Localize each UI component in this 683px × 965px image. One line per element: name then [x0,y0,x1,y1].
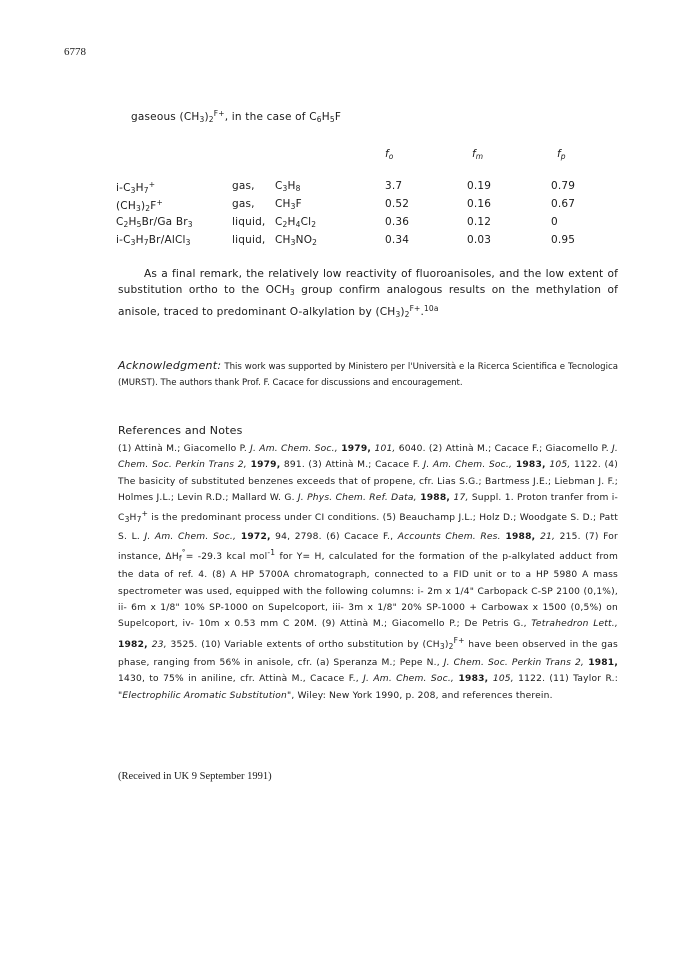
table-cell-reagent: $(CH_3)_2F^+$ [116,198,163,213]
table-cell-fo: 3.7 [385,180,403,192]
table-cell-fp: 0 [551,216,558,228]
table-cell-phase: gas, [232,198,255,210]
table-cell-fp: 0.67 [551,198,576,210]
column-header-fp: $f_p$ [557,148,566,161]
references-list: (1) Attinà M.; Giacomello P. J. Am. Chem. Soc., 1979, 101, 6040. (2) Attinà M.; Cacace F.; Giacomello P. J. Chem. Soc. Perkin Trans 2, 1979, 891. (3) Attinà M.; Cacace F. J. Am. Chem. Soc., 1983, 105, 1122. (4) The basicity of substituted benzenes exceeds that of propene, cfr. Lias S.G.; Bartmess J.E.; Liebman J. F.; Holmes J.L.; Levin R.D.; Mallard W. G. J. Phys. Chem. Ref. Data, 1988, 17, Suppl. 1. Proton tranfer from $i-C_3H_7^+$ is the predominant process under CI conditions. (5) Beauchamp J.L.; Holz D.; Woodgate S. D.; Patt S. L. J. Am. Chem. Soc., 1972, 94, 2798. (6) Cacace F., Accounts Chem. Res. 1988, 21, 215. (7) For instance, $\Delta H_f^\circ= -29.3$ kcal mol$^{-1}$ for Y= H, calculated for the formation of the p-alkylated adduct from the data of ref. 4. (8) A HP 5700A chromatograph, connected to a FID unit or to a HP 5980 A mass spectrometer was used, equipped with the following columns: i- 2m x 1/4" Carbopack C-SP 2100 (0,1%), ii- 6m x 1/8" 10% SP-1000 on Supelcoport, iii- 3m x 1/8" 20% SP-1000 + Carbowax x 1500 (0,5%) on Supelcoport, iv- 10m x 0.53 mm C 20M. (9) Attinà M.; Giacomello P.; De Petris G., Tetrahedron Lett., 1982, 23, 3525. (10) Variable extents of ortho substitution by $(CH_3)_2^{F+}$ have been observed in the gas phase, ranging from 56% in anisole, cfr. (a) Speranza M.; Pepe N., J. Chem. Soc. Perkin Trans 2, 1981, 1430, to 75% in aniline, cfr. Attinà M., Cacace F., J. Am. Chem. Soc., 1983, 105, 1122. (11) Taylor R.: "Electrophilic Aromatic Substitution", Wiley: New York 1990, p. 208, and references therein. [118,444,619,701]
table-cell-phase: liquid, [232,216,266,228]
table-cell-medium: $C_2H_4Cl_2$ [275,216,317,229]
table-cell-fp: 0.79 [551,180,576,192]
table-caption: gaseous $(CH_3)_2^{F+}$, in the case of $C_6H_5F$ [131,109,342,124]
table-cell-reagent: $C_2H_5Br/Ga$ $Br_3$ [116,216,193,229]
table-cell-fm: 0.19 [467,180,492,192]
acknowledgment-label: Acknowledgment: [118,359,222,372]
table-cell-fo: 0.34 [385,234,410,246]
table-cell-medium: $CH_3NO_2$ [275,234,318,247]
column-header-fo: $f_o$ [385,148,394,161]
final-remark-paragraph: As a final remark, the relatively low reactivity of fluoroanisoles, and the low extent of substitution ortho to the $OCH_3$ group confirm analogous results on the methylation of anisole, traced to predominant O-alkylation by $(CH_3)_2^{F+}.^{10a}$ [118,268,618,319]
table-cell-fm: 0.16 [467,198,492,210]
table-cell-fo: 0.36 [385,216,410,228]
table-cell-phase: gas, [232,180,255,192]
references-heading: References and Notes [118,424,243,437]
received-date: (Received in UK 9 September 1991) [118,771,272,782]
table-cell-medium: $CH_3F$ [275,198,302,211]
acknowledgment-paragraph: Acknowledgment: This work was supported by Ministero per l'Università e la Ricerca Scientifica e Tecnologica (MURST). The authors thank Prof. F. Cacace for discussions and encouragement. [118,359,618,388]
table-cell-phase: liquid, [232,234,266,246]
table-cell-reagent: $i-C_3H_7^+$ [116,180,156,195]
table-cell-reagent: $i-C_3H_7Br/AlCl_3$ [116,234,191,247]
table-cell-fp: 0.95 [551,234,576,246]
table-cell-fm: 0.12 [467,216,492,228]
table-cell-fo: 0.52 [385,198,410,210]
page-number: 6778 [64,46,86,58]
column-header-fm: $f_m$ [472,148,484,161]
table-cell-fm: 0.03 [467,234,492,246]
table-cell-medium: $C_3H_8$ [275,180,301,193]
